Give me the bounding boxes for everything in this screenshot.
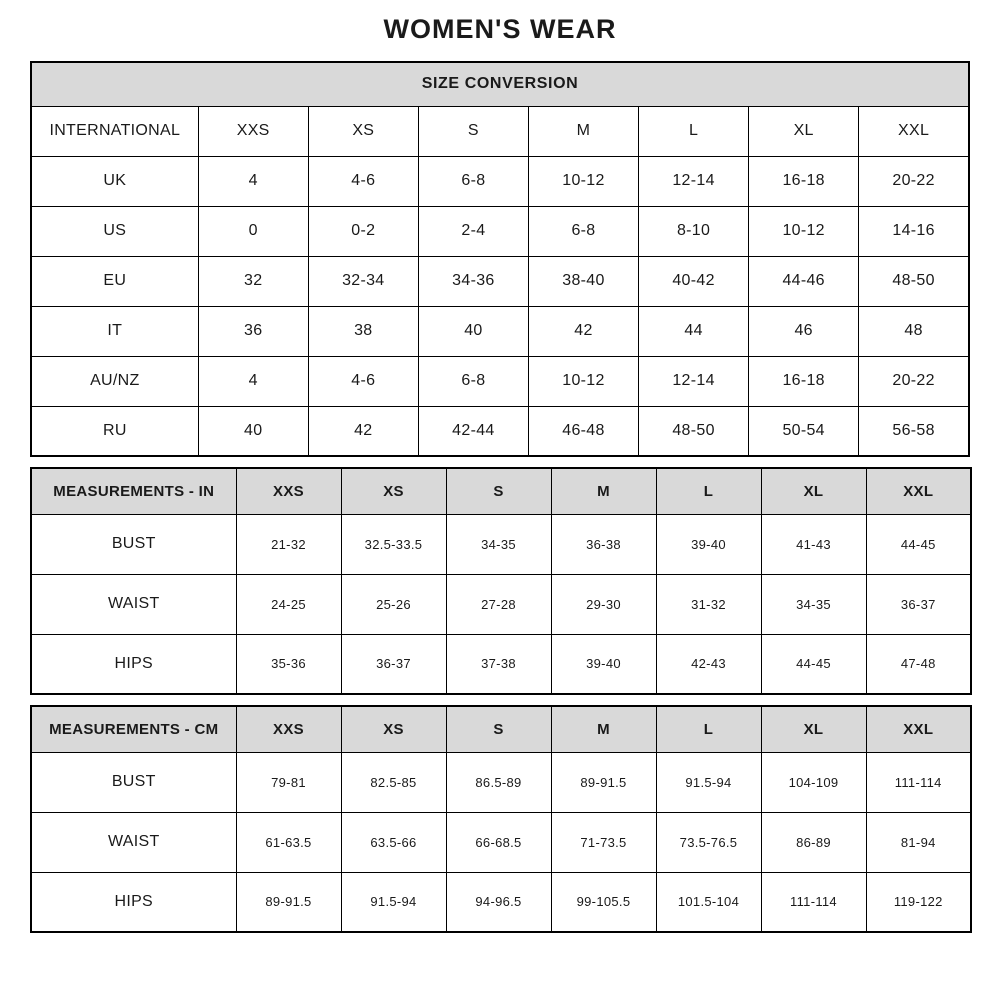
table-cell: 79-81 — [236, 752, 341, 812]
table-row — [31, 156, 969, 206]
table-row — [31, 574, 971, 634]
column-header: XL — [761, 706, 866, 752]
table-row — [31, 872, 971, 932]
table-cell: 38 — [308, 306, 418, 356]
table-cell: 32-34 — [308, 256, 418, 306]
table-cell: 36-37 — [866, 574, 971, 634]
table-cell: 42-44 — [418, 406, 528, 456]
table-cell: 4 — [198, 156, 308, 206]
table-cell: 50-54 — [749, 406, 859, 456]
table-cell: 35-36 — [236, 634, 341, 694]
table-cell: 81-94 — [866, 812, 971, 872]
table-cell: 2-4 — [418, 206, 528, 256]
table-cell: 89-91.5 — [236, 872, 341, 932]
table-cell: 41-43 — [761, 514, 866, 574]
row-label: IT — [31, 306, 198, 356]
column-header: M — [528, 106, 638, 156]
table-title: SIZE CONVERSION — [31, 62, 969, 106]
column-header: L — [656, 706, 761, 752]
row-label: UK — [31, 156, 198, 206]
row-label: US — [31, 206, 198, 256]
table-row — [31, 306, 969, 356]
table-cell: 63.5-66 — [341, 812, 446, 872]
column-header: XXL — [859, 106, 969, 156]
table-cell: 37-38 — [446, 634, 551, 694]
table-cell: 0 — [198, 206, 308, 256]
column-header: XS — [308, 106, 418, 156]
table-cell: 32 — [198, 256, 308, 306]
table-cell: 40-42 — [639, 256, 749, 306]
table-cell: 16-18 — [749, 156, 859, 206]
table-cell: 25-26 — [341, 574, 446, 634]
table-row — [31, 356, 969, 406]
table-cell: 21-32 — [236, 514, 341, 574]
table-cell: 101.5-104 — [656, 872, 761, 932]
measurements-in-table — [30, 467, 972, 695]
table-cell: 39-40 — [656, 514, 761, 574]
table-cell: 14-16 — [859, 206, 969, 256]
table-cell: 12-14 — [639, 156, 749, 206]
table-header-row — [31, 706, 971, 752]
table-cell: 119-122 — [866, 872, 971, 932]
table-cell: 44-45 — [866, 514, 971, 574]
table-cell: 66-68.5 — [446, 812, 551, 872]
column-header: XXS — [236, 706, 341, 752]
table-cell: 4-6 — [308, 156, 418, 206]
column-header: XXL — [866, 468, 971, 514]
table-cell: 42 — [528, 306, 638, 356]
table-cell: 89-91.5 — [551, 752, 656, 812]
table-row — [31, 514, 971, 574]
table-cell: 42 — [308, 406, 418, 456]
table-corner-label: INTERNATIONAL — [31, 106, 198, 156]
table-cell: 39-40 — [551, 634, 656, 694]
table-title-row — [31, 62, 969, 106]
table-header-row — [31, 468, 971, 514]
table-cell: 40 — [198, 406, 308, 456]
table-cell: 20-22 — [859, 156, 969, 206]
page-title: WOMEN'S WEAR — [383, 14, 617, 44]
table-cell: 46 — [749, 306, 859, 356]
table-cell: 27-28 — [446, 574, 551, 634]
column-header: XXL — [866, 706, 971, 752]
table-row — [31, 634, 971, 694]
table-cell: 86.5-89 — [446, 752, 551, 812]
table-cell: 94-96.5 — [446, 872, 551, 932]
row-label: HIPS — [31, 634, 236, 694]
table-cell: 48 — [859, 306, 969, 356]
table-cell: 44-46 — [749, 256, 859, 306]
table-cell: 29-30 — [551, 574, 656, 634]
row-label: RU — [31, 406, 198, 456]
table-cell: 36-37 — [341, 634, 446, 694]
table-cell: 111-114 — [866, 752, 971, 812]
table-cell: 0-2 — [308, 206, 418, 256]
table-cell: 46-48 — [528, 406, 638, 456]
table-cell: 34-36 — [418, 256, 528, 306]
table-cell: 10-12 — [528, 156, 638, 206]
row-label: AU/NZ — [31, 356, 198, 406]
table-corner-label: MEASUREMENTS - IN — [31, 468, 236, 514]
row-label: WAIST — [31, 812, 236, 872]
column-header: XXS — [198, 106, 308, 156]
table-row — [31, 256, 969, 306]
table-cell: 34-35 — [761, 574, 866, 634]
row-label: HIPS — [31, 872, 236, 932]
row-label: BUST — [31, 514, 236, 574]
row-label: EU — [31, 256, 198, 306]
table-cell: 48-50 — [859, 256, 969, 306]
column-header: XL — [749, 106, 859, 156]
table-cell: 6-8 — [528, 206, 638, 256]
table-cell: 91.5-94 — [341, 872, 446, 932]
column-header: S — [446, 706, 551, 752]
table-cell: 82.5-85 — [341, 752, 446, 812]
table-cell: 40 — [418, 306, 528, 356]
column-header: S — [418, 106, 528, 156]
column-header: XXS — [236, 468, 341, 514]
table-cell: 111-114 — [761, 872, 866, 932]
table-row — [31, 752, 971, 812]
table-cell: 42-43 — [656, 634, 761, 694]
column-header: L — [656, 468, 761, 514]
row-label: BUST — [31, 752, 236, 812]
table-corner-label: MEASUREMENTS - CM — [31, 706, 236, 752]
table-cell: 104-109 — [761, 752, 866, 812]
table-row — [31, 206, 969, 256]
column-header: S — [446, 468, 551, 514]
table-cell: 47-48 — [866, 634, 971, 694]
column-header: L — [639, 106, 749, 156]
measurements-cm-table — [30, 705, 972, 933]
table-header-row — [31, 106, 969, 156]
table-cell: 20-22 — [859, 356, 969, 406]
table-cell: 61-63.5 — [236, 812, 341, 872]
table-cell: 99-105.5 — [551, 872, 656, 932]
column-header: XS — [341, 706, 446, 752]
table-cell: 16-18 — [749, 356, 859, 406]
column-header: XS — [341, 468, 446, 514]
table-cell: 4-6 — [308, 356, 418, 406]
table-cell: 38-40 — [528, 256, 638, 306]
table-cell: 10-12 — [528, 356, 638, 406]
table-cell: 71-73.5 — [551, 812, 656, 872]
table-row — [31, 812, 971, 872]
column-header: M — [551, 706, 656, 752]
table-cell: 44-45 — [761, 634, 866, 694]
column-header: M — [551, 468, 656, 514]
table-cell: 91.5-94 — [656, 752, 761, 812]
table-cell: 4 — [198, 356, 308, 406]
table-cell: 8-10 — [639, 206, 749, 256]
table-cell: 6-8 — [418, 356, 528, 406]
table-cell: 12-14 — [639, 356, 749, 406]
table-cell: 44 — [639, 306, 749, 356]
table-cell: 6-8 — [418, 156, 528, 206]
size-conversion-table — [30, 61, 970, 457]
table-cell: 10-12 — [749, 206, 859, 256]
column-header: XL — [761, 468, 866, 514]
table-cell: 86-89 — [761, 812, 866, 872]
size-chart-page — [30, 0, 970, 933]
table-cell: 36 — [198, 306, 308, 356]
table-cell: 31-32 — [656, 574, 761, 634]
table-cell: 73.5-76.5 — [656, 812, 761, 872]
row-label: WAIST — [31, 574, 236, 634]
table-cell: 34-35 — [446, 514, 551, 574]
table-cell: 32.5-33.5 — [341, 514, 446, 574]
table-row — [31, 406, 969, 456]
table-cell: 36-38 — [551, 514, 656, 574]
table-cell: 56-58 — [859, 406, 969, 456]
table-cell: 24-25 — [236, 574, 341, 634]
table-cell: 48-50 — [639, 406, 749, 456]
